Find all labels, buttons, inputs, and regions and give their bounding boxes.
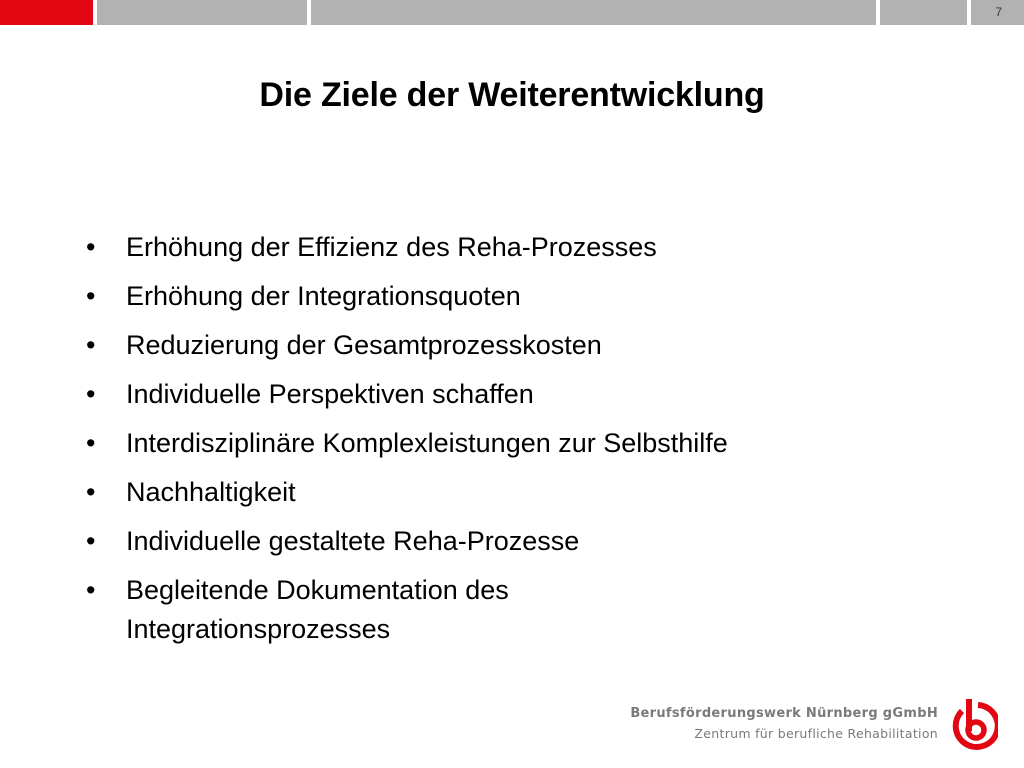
bullet-dot-icon: •: [86, 575, 96, 605]
bullet-text: Interdisziplinäre Komplexleistungen zur Selbsthilfe: [126, 428, 728, 458]
bullet-text: Reduzierung der Gesamtprozesskosten: [126, 330, 602, 360]
bullet-text: Individuelle gestaltete Reha-Prozesse: [126, 526, 580, 556]
top-bar-gray-segment: [880, 0, 967, 25]
bullet-item: [86, 228, 946, 267]
bullet-item: [86, 424, 946, 463]
bullet-dot-icon: •: [86, 232, 96, 262]
bfw-logo-icon: [948, 697, 998, 751]
bullet-list: [86, 228, 946, 659]
bullet-item: [86, 277, 946, 316]
bullet-dot-icon: •: [86, 526, 96, 556]
bullet-item: [86, 571, 686, 649]
bullet-dot-icon: •: [86, 281, 96, 311]
page-number: 7: [995, 5, 1002, 19]
bullet-text: Nachhaltigkeit: [126, 477, 296, 507]
bullet-item: [86, 473, 946, 512]
footer-branding: [630, 696, 998, 752]
bullet-text: Erhöhung der Integrationsquoten: [126, 281, 521, 311]
organization-name: Berufsförderungswerk Nürnberg gGmbH: [630, 706, 938, 721]
top-bar-gray-segment: [311, 0, 876, 25]
top-decoration-bar: [0, 0, 1024, 25]
bullet-dot-icon: •: [86, 330, 96, 360]
bullet-item: [86, 326, 946, 365]
bullet-text: Erhöhung der Effizienz des Reha-Prozesses: [126, 232, 657, 262]
bullet-item: [86, 375, 946, 414]
bullet-text: Individuelle Perspektiven schaffen: [126, 379, 534, 409]
top-bar-gray-segment: [97, 0, 307, 25]
footer-text-block: [630, 704, 938, 744]
slide-title: Die Ziele der Weiterentwicklung: [259, 76, 765, 114]
bullet-dot-icon: •: [86, 379, 96, 409]
bullet-dot-icon: •: [86, 477, 96, 507]
bullet-text: Begleitende Dokumentation des Integrationsprozesses: [126, 575, 509, 644]
organization-tagline: Zentrum für berufliche Rehabilitation: [694, 726, 938, 741]
top-bar-red-segment: [0, 0, 93, 25]
bullet-item: [86, 522, 946, 561]
bullet-dot-icon: •: [86, 428, 96, 458]
